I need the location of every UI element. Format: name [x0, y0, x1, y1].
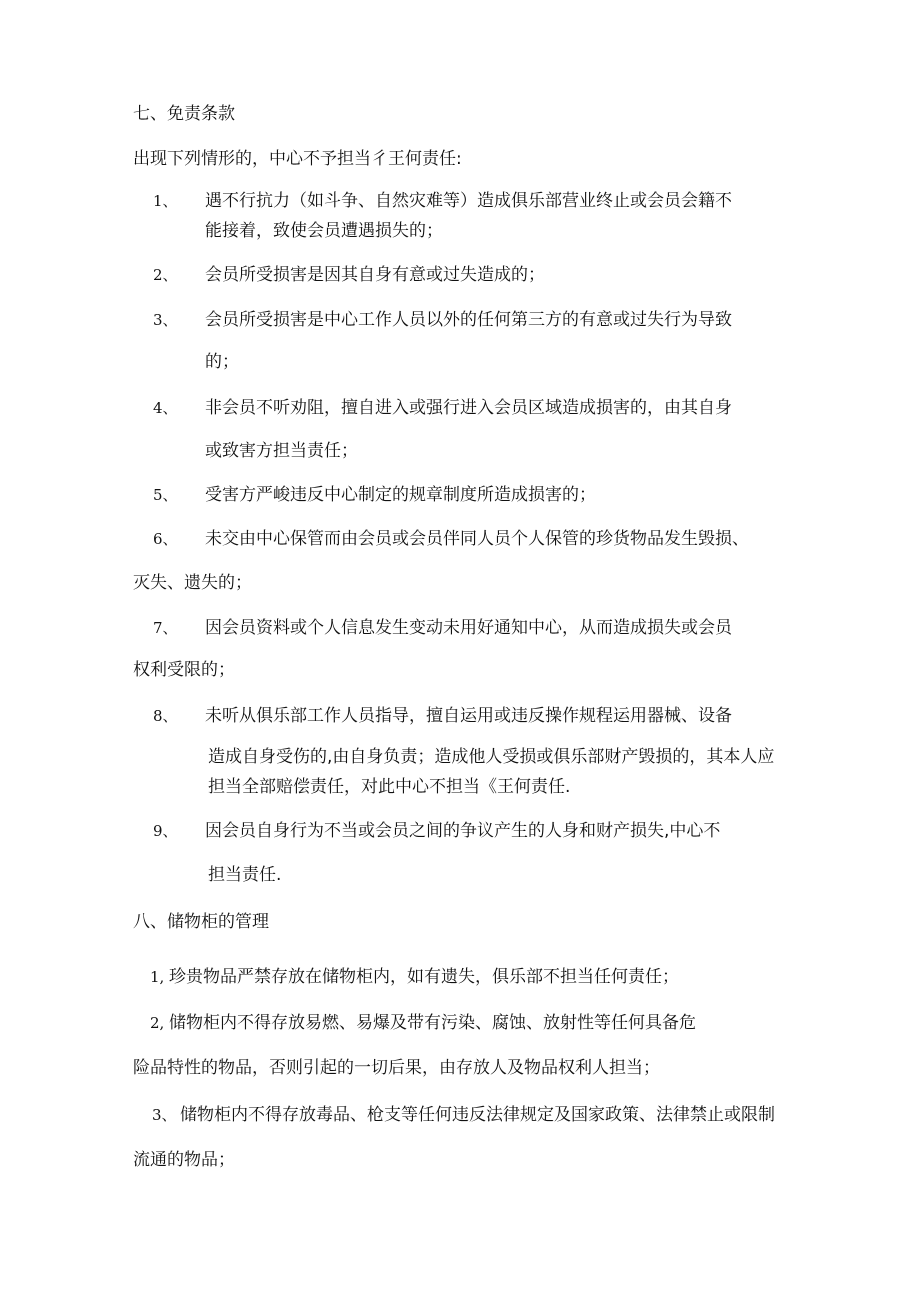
item-number: 7、 [153, 619, 178, 637]
item-number: 2, [150, 1014, 165, 1032]
item-number: 4、 [153, 399, 178, 417]
item-text-line: 灭失、遗失的； [133, 573, 252, 593]
item-number: 2、 [153, 266, 178, 284]
item-number: 3、 [153, 311, 178, 329]
item-text-line: 未听从俱乐部工作人员指导，擅自运用或违反操作规程运用器械、设备 [205, 706, 732, 726]
item-text-line: 储物柜内不得存放易燃、易爆及带有污染、腐蚀、放射性等任何具备危 [169, 1013, 696, 1033]
item-text-line: 遇不行抗力（如斗争、自然灾难等）造成俱乐部营业终止或会员会籍不 [205, 191, 732, 211]
section-7-heading: 七、免责条款 [133, 104, 235, 124]
item-number: 1, [150, 968, 165, 986]
item-number: 6、 [153, 530, 178, 548]
item-text-line: 的； [205, 352, 239, 372]
item-text-line: 珍贵物品严禁存放在储物柜内，如有遗失，俱乐部不担当任何责任； [169, 967, 679, 987]
item-text-line: 储物柜内不得存放毒品、枪支等任何违反法律规定及国家政策、法律禁止或限制 [180, 1105, 775, 1125]
section-8-heading: 八、储物柜的管理 [133, 912, 269, 932]
item-text-line: 会员所受损害是因其自身有意或过失造成的； [205, 265, 545, 285]
item-number: 8、 [153, 707, 178, 725]
item-text-line: 或致害方担当责任； [205, 441, 358, 461]
item-text-line: 造成自身受伤的,由自身负责；造成他人受损或俱乐部财产毁损的，其本人应 [208, 747, 775, 767]
item-text-line: 能接着，致使会员遭遇损失的； [205, 221, 443, 241]
section-7-intro: 出现下列情形的，中心不予担当彳王何责任: [133, 149, 462, 169]
item-number: 1、 [153, 192, 178, 210]
item-text-line: 因会员自身行为不当或会员之间的争议产生的人身和财产损失,中心不 [205, 821, 721, 841]
item-text-line: 受害方严峻违反中心制定的规章制度所造成损害的； [205, 485, 596, 505]
item-number: 9、 [153, 822, 178, 840]
item-text-line: 因会员资料或个人信息发生变动未用好通知中心，从而造成损失或会员 [205, 618, 732, 638]
item-text-line: 非会员不听劝阻，擅自进入或强行进入会员区域造成损害的，由其自身 [205, 398, 732, 418]
item-text-line: 权利受限的； [133, 660, 235, 680]
item-number: 5、 [153, 486, 178, 504]
item-text-line: 流通的物品； [133, 1150, 235, 1170]
item-text-line: 担当责任. [208, 865, 282, 885]
item-number: 3、 [152, 1106, 177, 1124]
item-text-line: 担当全部赔偿责任，对此中心不担当《王何责任. [208, 777, 571, 797]
item-text-line: 未交由中心保管而由会员或会员伴同人员个人保管的珍货物品发生毁损、 [205, 529, 749, 549]
item-text-line: 会员所受损害是中心工作人员以外的任何第三方的有意或过失行为导致 [205, 310, 732, 330]
item-text-line: 险品特性的物品，否则引起的一切后果，由存放人及物品权利人担当； [133, 1058, 660, 1078]
